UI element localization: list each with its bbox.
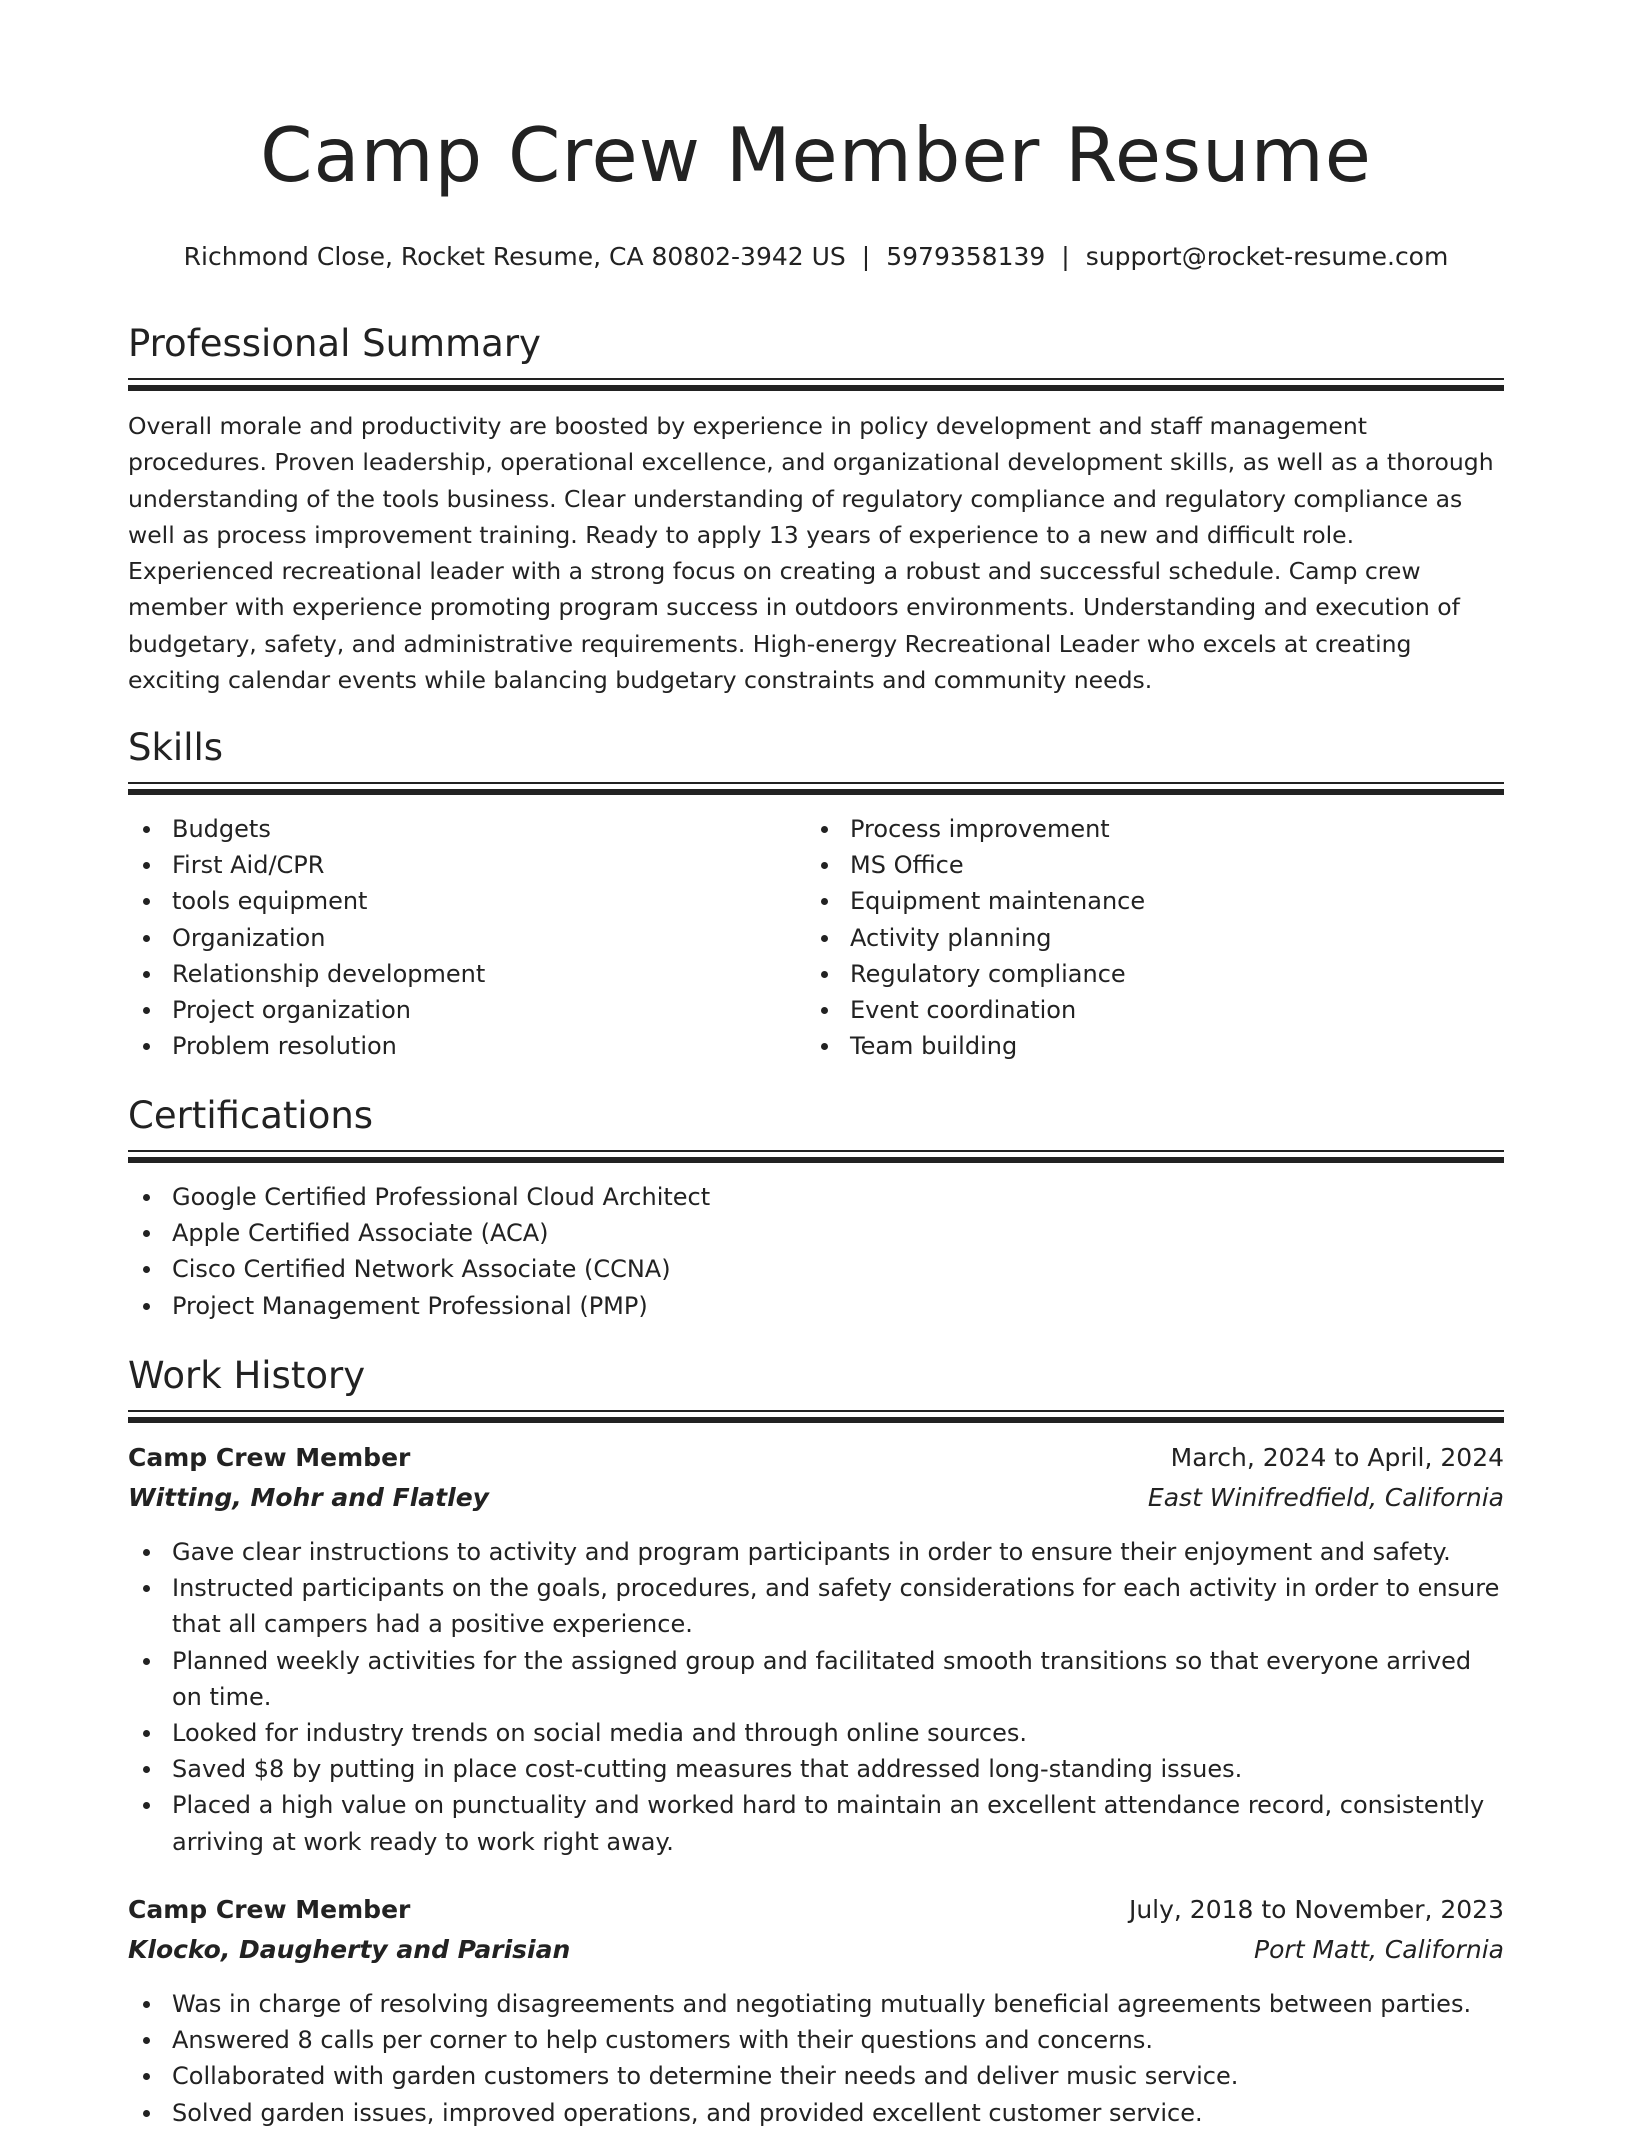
certifications-list (128, 1179, 1504, 1324)
resume-title: Camp Crew Member Resume (260, 111, 1372, 199)
skill-item: Organization (128, 920, 808, 956)
contact-address: Richmond Close, Rocket Resume, CA 80802-3942 US (183, 242, 846, 271)
skills-heading: Skills (128, 726, 224, 769)
job-header (128, 1893, 1504, 1973)
responsibility-item: Collaborated with garden customers to determine their needs and deliver music service. (128, 2058, 1504, 2094)
skill-item: Team building (806, 1028, 1486, 1064)
responsibility-item: Placed a high value on punctuality and worked hard to maintain an excellent attendance record, consistently arriving at work ready to work right away. (128, 1787, 1504, 1859)
certification-item: Google Certified Professional Cloud Architect (128, 1179, 1504, 1215)
work-history-heading: Work History (128, 1354, 366, 1397)
certifications-heading: Certifications (128, 1094, 374, 1137)
job-title: Camp Crew Member (128, 1895, 411, 1924)
responsibility-item: Looked for industry trends on social media and through online sources. (128, 1715, 1504, 1751)
skill-item: Regulatory compliance (806, 956, 1486, 992)
responsibility-item: Instructed participants on the goals, procedures, and safety considerations for each activity in order to ensure that all campers had a positive experience. (128, 1570, 1504, 1642)
skill-item: Relationship development (128, 956, 808, 992)
skills-left-column (128, 811, 808, 1064)
skill-item: Budgets (128, 811, 808, 847)
skill-item: Problem resolution (128, 1028, 808, 1064)
skills-right-column (806, 811, 1486, 1064)
summary-text: Overall morale and productivity are boosted by experience in policy development and staff management procedures. Proven leadership, operational excellence, and organizational development skills, as well as a thorough understanding of the tools business. Clear understanding of regulatory compliance and regulatory compliance as well as process improvement training. Ready to apply 13 years of experience to a new and difficult role. Experienced recreational leader with a strong focus on creating a robust and successful schedule. Camp crew member with experience promoting program success in outdoors environments. Understanding and execution of budgetary, safety, and administrative requirements. High-energy Recreational Leader who excels at creating exciting calendar events while balancing budgetary constraints and community needs. (128, 412, 1494, 695)
job-responsibilities (128, 1534, 1504, 1860)
skill-item: tools equipment (128, 883, 808, 919)
certification-item: Apple Certified Associate (ACA) (128, 1215, 1504, 1251)
contact-line (128, 240, 1504, 274)
job-company: Klocko, Daugherty and Parisian (128, 1935, 571, 1964)
section-divider (128, 1150, 1504, 1163)
skill-item: First Aid/CPR (128, 847, 808, 883)
job-location: East Winifredfield, California (1147, 1483, 1504, 1512)
job-location: Port Matt, California (1254, 1935, 1504, 1964)
job-dates: March, 2024 to April, 2024 (1170, 1443, 1504, 1472)
section-divider (128, 1410, 1504, 1423)
skill-item: Equipment maintenance (806, 883, 1486, 919)
certification-item: Cisco Certified Network Associate (CCNA) (128, 1251, 1504, 1287)
summary-heading: Professional Summary (128, 322, 541, 365)
job-company: Witting, Mohr and Flatley (128, 1483, 489, 1512)
contact-separator: | (861, 242, 871, 271)
responsibility-item: Solved garden issues, improved operations, and provided excellent customer service. (128, 2095, 1504, 2131)
contact-email: support@rocket-resume.com (1085, 242, 1449, 271)
job-responsibilities (128, 1986, 1504, 2131)
skill-item: Project organization (128, 992, 808, 1028)
responsibility-item: Was in charge of resolving disagreements and negotiating mutually beneficial agreements between parties. (128, 1986, 1504, 2022)
skill-item: Activity planning (806, 920, 1486, 956)
contact-separator: | (1061, 242, 1070, 271)
skill-item: MS Office (806, 847, 1486, 883)
skill-item: Event coordination (806, 992, 1486, 1028)
section-divider (128, 782, 1504, 795)
responsibility-item: Gave clear instructions to activity and program participants in order to ensure their enjoyment and safety. (128, 1534, 1504, 1570)
job-header (128, 1441, 1504, 1521)
certification-item: Project Management Professional (PMP) (128, 1288, 1504, 1324)
responsibility-item: Saved $8 by putting in place cost-cutting measures that addressed long-standing issues. (128, 1751, 1504, 1787)
job-dates: July, 2018 to November, 2023 (1128, 1895, 1504, 1924)
section-divider (128, 378, 1504, 391)
contact-phone: 5979358139 (886, 242, 1046, 271)
skill-item: Process improvement (806, 811, 1486, 847)
job-title: Camp Crew Member (128, 1443, 411, 1472)
responsibility-item: Answered 8 calls per corner to help customers with their questions and concerns. (128, 2022, 1504, 2058)
responsibility-item: Planned weekly activities for the assigned group and facilitated smooth transitions so that everyone arrived on time. (128, 1643, 1504, 1715)
